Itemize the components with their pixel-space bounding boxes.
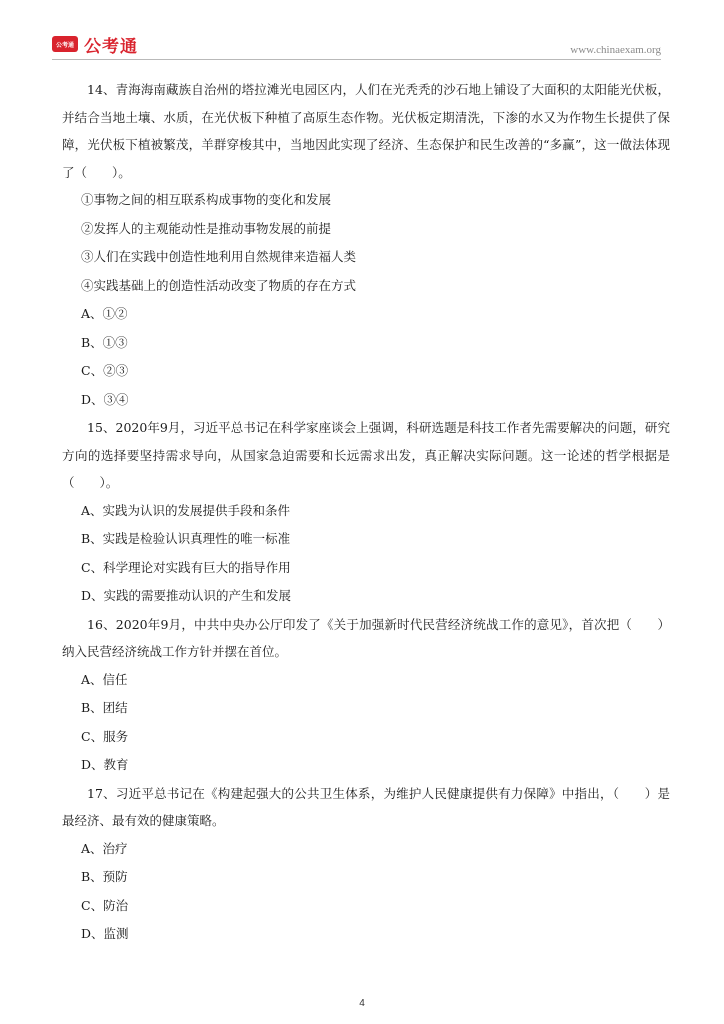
answer-option: A、实践为认识的发展提供手段和条件 — [81, 502, 291, 518]
answer-option: D、实践的需要推动认识的产生和发展 — [81, 588, 292, 603]
logo-badge-icon: 公考通 — [52, 36, 78, 52]
question-stem: 14、青海海南藏族自治州的塔拉滩光电园区内，人们在光秃秃的沙石地上铺设了大面积的太阳能光伏板，并结合当地土壤、水质，在光伏板下种植了高原生态作物。光伏板定期清洗，下渗的水又为作物生长提供了保障，光伏板下植被繁茂，羊群穿梭其中，当地因此实现了经济、生态保护和民生改善的“多赢”，这一做法体现了（ ）。 — [62, 82, 670, 180]
question-14 — [62, 76, 670, 414]
statement-item: ①事物之间的相互联系构成事物的变化和发展 — [81, 192, 332, 207]
question-17 — [62, 780, 670, 949]
document-body — [62, 76, 670, 949]
answer-option: C、服务 — [81, 728, 129, 744]
statement-item: ③人们在实践中创造性地利用自然规律来造福人类 — [81, 249, 357, 264]
answer-option: B、团结 — [81, 700, 128, 715]
statement-list — [62, 186, 670, 300]
answer-option: B、预防 — [81, 869, 128, 884]
answer-option: C、②③ — [81, 363, 129, 378]
statement-item: ④实践基础上的创造性活动改变了物质的存在方式 — [81, 277, 357, 293]
logo-text: 公考通 — [84, 36, 138, 57]
statement-item: ②发挥人的主观能动性是推动事物发展的前提 — [81, 220, 332, 236]
answer-option: D、监测 — [81, 926, 129, 941]
answer-option: B、①③ — [81, 334, 128, 350]
header-divider — [52, 59, 661, 60]
question-stem: 17、习近平总书记在《构建起强大的公共卫生体系，为维护人民健康提供有力保障》中指出，（ ）是最经济、最有效的健康策略。 — [62, 785, 670, 828]
answer-option: A、信任 — [81, 671, 128, 687]
question-stem: 16、2020年9月，中共中央办公厅印发了《关于加强新时代民营经济统战工作的意见》，首次把（ ）纳入民营经济统战工作方针并摆在首位。 — [62, 616, 670, 659]
brand-logo[interactable] — [52, 34, 138, 57]
page-number: 4 — [359, 998, 365, 1009]
answer-option: A、①② — [81, 306, 128, 321]
page-header — [0, 0, 724, 62]
question-16 — [62, 611, 670, 780]
answer-option: C、防治 — [81, 897, 129, 913]
answer-option: D、教育 — [81, 757, 129, 772]
question-stem: 15、2020年9月，习近平总书记在科学家座谈会上强调，科研选题是科技工作者先需要解决的问题，研究方向的选择要坚持需求导向，从国家急迫需要和长远需求出发，真正解决实际问题。这一论述的哲学根据是（ ）。 — [62, 420, 670, 490]
answer-option: B、实践是检验认识真理性的唯一标准 — [81, 531, 291, 546]
answer-option: D、③④ — [81, 391, 129, 407]
answer-option: A、治疗 — [81, 840, 128, 856]
site-url[interactable]: www.chinaexam.org — [570, 44, 661, 56]
question-15 — [62, 414, 670, 611]
answer-option: C、科学理论对实践有巨大的指导作用 — [81, 559, 291, 575]
